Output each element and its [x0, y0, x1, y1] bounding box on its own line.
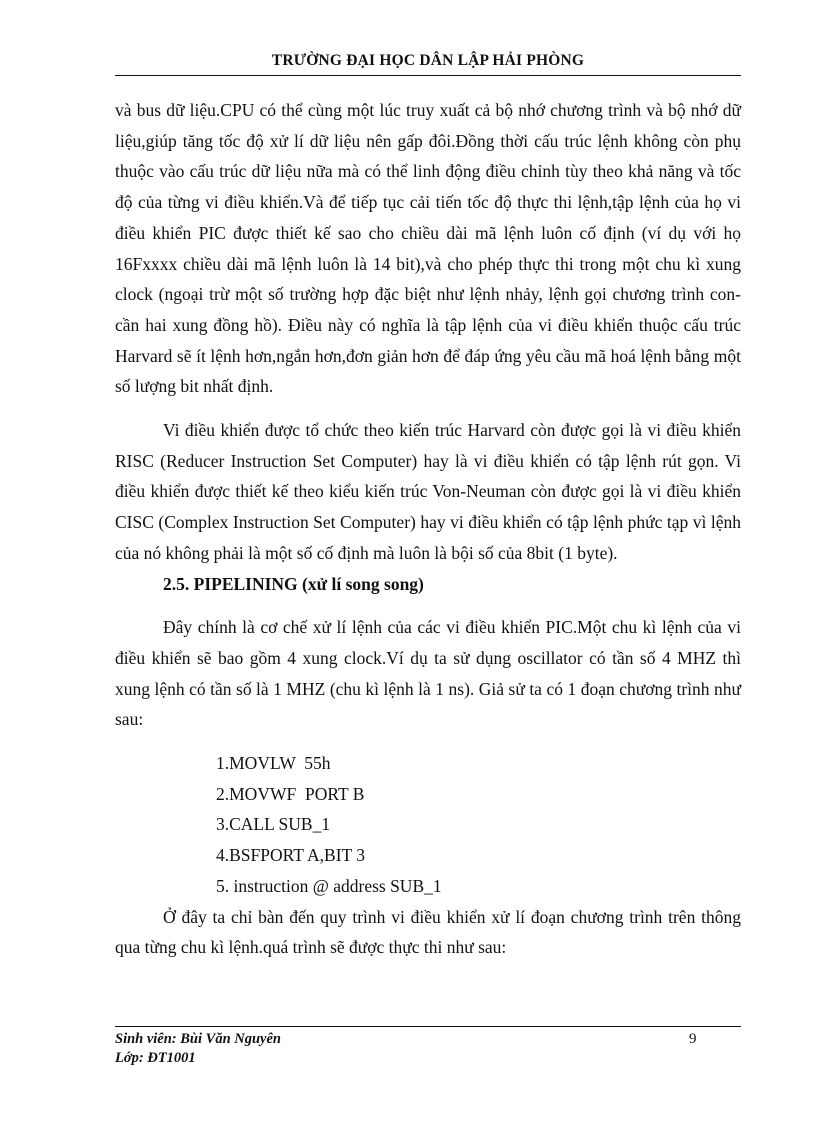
code-line: 2.MOVWF PORT B: [216, 783, 365, 804]
page-number: 9: [689, 1031, 697, 1047]
code-listing: [115, 748, 741, 902]
footer-divider: [115, 1026, 741, 1027]
code-line: 4.BSFPORT A,BIT 3: [216, 845, 366, 866]
code-line: 3.CALL SUB_1: [216, 814, 331, 835]
code-line: 1.MOVLW 55h: [216, 753, 331, 774]
paragraph-harvard-continued: và bus dữ liệu.CPU có thể cùng một lúc truy xuất cả bộ nhớ chương trình và bộ nhớ dữ liệu,giúp tăng tốc độ xử lí dữ liệu nên gấp đôi.Đồng thời cấu trúc lệnh không còn phụ thuộc vào cấu trúc dữ liệu nữa mà có thể linh động điều chỉnh tùy theo khả năng và tốc độ của từng vi điều khiển.Và để tiếp tục cải tiến tốc độ thực thi lệnh,tập lệnh của họ vi điều khiển PIC được thiết kế sao cho chiều dài mã lệnh luôn cố định (ví dụ với họ 16Fxxxx chiều dài mã lệnh luôn là 14 bit),và cho phép thực thi trong một chu kì xung clock (ngoại trừ một số trường hợp đặc biệt như lệnh nhảy, lệnh gọi chương trình con-cần hai xung đồng hồ). Điều này có nghĩa là tập lệnh của vi điều khiển thuộc cấu trúc Harvard sẽ ít lệnh hơn,ngắn hơn,đơn giản hơn để đáp ứng yêu cầu mã hoá lệnh bằng một số lượng bit nhất định.: [115, 100, 741, 397]
paragraph-process-description: Ở đây ta chỉ bàn đến quy trình vi điều khiển xử lí đoạn chương trình trên thông qua từng chu kì lệnh.quá trình sẽ được thực thi như sau:: [115, 906, 741, 958]
code-line: 5. instruction @ address SUB_1: [216, 875, 442, 896]
paragraph-risc-cisc: Vi điều khiển được tổ chức theo kiến trúc Harvard còn được gọi là vi điều khiển RISC (Reducer Instruction Set Computer) hay là vi điều khiển có tập lệnh rút gọn. Vi điều khiển được thiết kế theo kiểu kiến trúc Von-Neuman còn được gọi là vi điều khiển CISC (Complex Instruction Set Computer) hay vi điều khiển có tập lệnh phức tạp vì lệnh của nó không phải là một số cố định mà luôn là bội số của 8bit (1 byte).: [115, 420, 741, 563]
paragraph-pipelining-intro: Đây chính là cơ chế xử lí lệnh của các vi điều khiển PIC.Một chu kì lệnh của vi điều khiển sẽ bao gồm 4 xung clock.Ví dụ ta sử dụng oscillator có tần số 4 MHZ thì xung lệnh có tần số là 1 MHZ (chu kì lệnh là 1 ns). Giả sử ta có 1 đoạn chương trình như sau:: [115, 617, 741, 730]
header-divider: [115, 75, 741, 76]
footer-class-name: Lớp: ĐT1001: [115, 1050, 196, 1066]
section-heading-pipelining: 2.5. PIPELINING (xử lí song song): [163, 573, 424, 594]
page-header-title: TRƯỜNG ĐẠI HỌC DÂN LẬP HẢI PHÒNG: [271, 52, 585, 69]
footer-student-name: Sinh viên: Bùi Văn Nguyên: [115, 1031, 281, 1047]
document-body: [115, 95, 741, 963]
